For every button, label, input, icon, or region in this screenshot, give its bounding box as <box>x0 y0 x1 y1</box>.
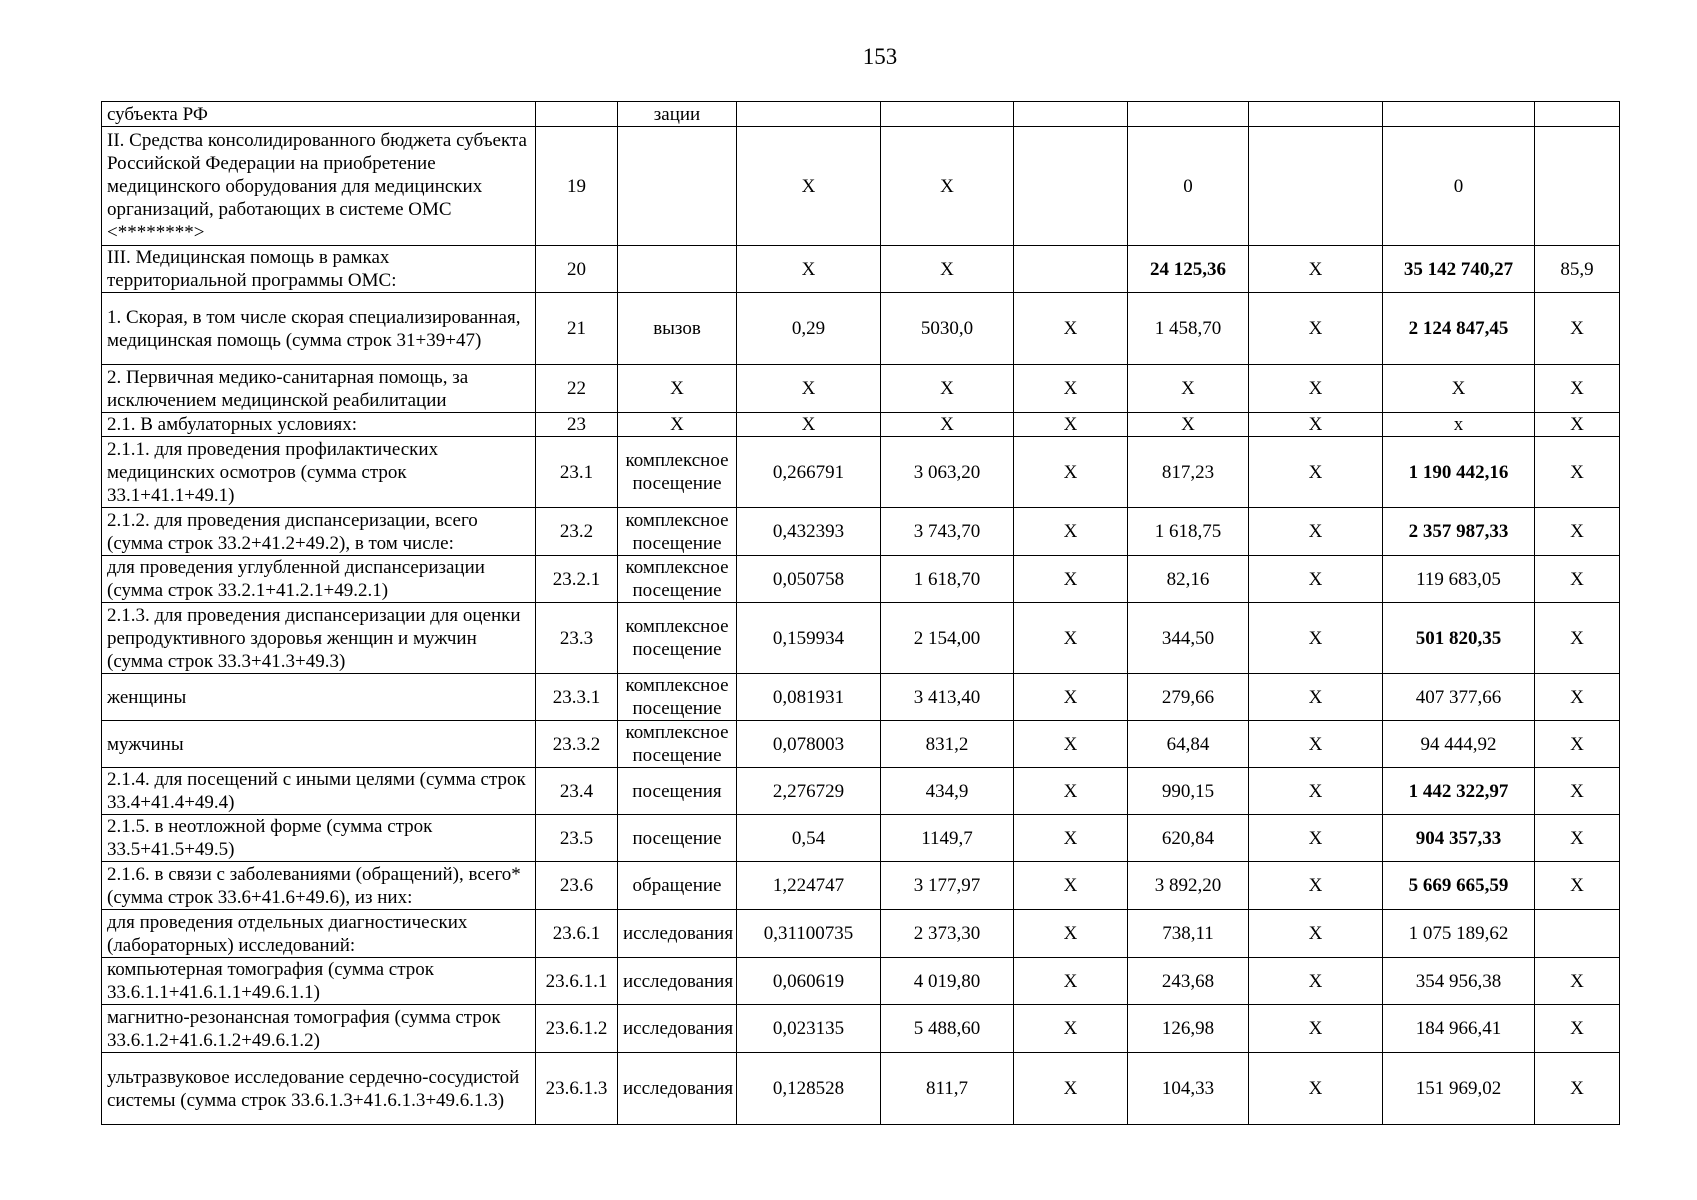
cell-unit: комплексное посещение <box>618 437 737 508</box>
cell-norm-volume: X <box>737 127 881 246</box>
cell-norm-volume: 0,432393 <box>737 508 881 556</box>
table-body <box>102 102 1620 1125</box>
cell-col-6: X <box>1014 910 1128 958</box>
cell-norm-cost: 434,9 <box>881 768 1014 815</box>
cell-norm-cost: 811,7 <box>881 1053 1014 1125</box>
cell-unit: комплексное посещение <box>618 556 737 603</box>
page-number: 153 <box>862 44 898 69</box>
table-row <box>102 910 1620 958</box>
cell-percent: 85,9 <box>1535 246 1620 293</box>
cell-name: женщины <box>102 674 536 721</box>
cell-percent: X <box>1535 437 1620 508</box>
cell-col-6: X <box>1014 768 1128 815</box>
cell-norm-cost: 2 154,00 <box>881 603 1014 674</box>
cell-norm-cost: X <box>881 246 1014 293</box>
cell-name: 2.1. В амбулаторных условиях: <box>102 413 536 437</box>
cell-per-capita: 82,16 <box>1128 556 1249 603</box>
cell-percent: X <box>1535 862 1620 910</box>
cell-col-8: X <box>1249 721 1383 768</box>
cell-col-8: X <box>1249 1005 1383 1053</box>
cell-unit <box>618 127 737 246</box>
cell-norm-volume: 0,060619 <box>737 958 881 1005</box>
table-row <box>102 958 1620 1005</box>
data-table <box>101 101 1620 1125</box>
cell-line-number: 23.6.1.1 <box>536 958 618 1005</box>
cell-col-8: X <box>1249 293 1383 365</box>
cell-line-number: 23.2.1 <box>536 556 618 603</box>
cell-total-cost: 2 357 987,33 <box>1383 508 1535 556</box>
cell-percent: X <box>1535 413 1620 437</box>
cell-norm-volume: 0,54 <box>737 815 881 862</box>
cell-percent: X <box>1535 815 1620 862</box>
cell-unit: комплексное посещение <box>618 674 737 721</box>
cell-unit: посещение <box>618 815 737 862</box>
cell-norm-volume: 0,266791 <box>737 437 881 508</box>
cell-unit: исследования <box>618 1005 737 1053</box>
cell-col-8: X <box>1249 674 1383 721</box>
cell-norm-cost: 3 063,20 <box>881 437 1014 508</box>
table-row <box>102 674 1620 721</box>
cell-col-8: X <box>1249 815 1383 862</box>
cell-name: 2.1.3. для проведения диспансеризации для оценки репродуктивного здоровья женщин и мужчин (сумма строк 33.3+41.3+49.3) <box>102 603 536 674</box>
cell-percent: X <box>1535 674 1620 721</box>
cell-line-number: 23.1 <box>536 437 618 508</box>
cell-total-cost: 354 956,38 <box>1383 958 1535 1005</box>
cell-col-8 <box>1249 102 1383 127</box>
cell-unit: посещения <box>618 768 737 815</box>
cell-name: компьютерная томография (сумма строк 33.6.1.1+41.6.1.1+49.6.1.1) <box>102 958 536 1005</box>
cell-unit: исследования <box>618 958 737 1005</box>
cell-per-capita <box>1128 102 1249 127</box>
cell-name: ультразвуковое исследование сердечно-сосудистой системы (сумма строк 33.6.1.3+41.6.1.3+49.6.1.3) <box>102 1053 536 1125</box>
cell-percent: X <box>1535 768 1620 815</box>
cell-col-8: X <box>1249 437 1383 508</box>
cell-percent: X <box>1535 365 1620 413</box>
cell-unit: X <box>618 365 737 413</box>
cell-total-cost: 0 <box>1383 127 1535 246</box>
cell-total-cost: 35 142 740,27 <box>1383 246 1535 293</box>
cell-name: магнитно-резонансная томография (сумма строк 33.6.1.2+41.6.1.2+49.6.1.2) <box>102 1005 536 1053</box>
cell-total-cost: x <box>1383 413 1535 437</box>
cell-norm-volume: 0,023135 <box>737 1005 881 1053</box>
cell-per-capita: 3 892,20 <box>1128 862 1249 910</box>
cell-name: 2.1.4. для посещений с иными целями (сумма строк 33.4+41.4+49.4) <box>102 768 536 815</box>
cell-col-6: X <box>1014 1005 1128 1053</box>
cell-norm-cost: 5 488,60 <box>881 1005 1014 1053</box>
cell-name: 2.1.2. для проведения диспансеризации, всего (сумма строк 33.2+41.2+49.2), в том числе: <box>102 508 536 556</box>
cell-col-8: X <box>1249 365 1383 413</box>
cell-line-number: 23.3 <box>536 603 618 674</box>
cell-total-cost <box>1383 102 1535 127</box>
cell-percent: X <box>1535 721 1620 768</box>
cell-col-6: X <box>1014 293 1128 365</box>
cell-name: для проведения отдельных диагностических (лабораторных) исследований: <box>102 910 536 958</box>
table-row <box>102 556 1620 603</box>
cell-per-capita: 24 125,36 <box>1128 246 1249 293</box>
cell-col-8: X <box>1249 768 1383 815</box>
table-row <box>102 437 1620 508</box>
cell-col-8: X <box>1249 862 1383 910</box>
table-row <box>102 603 1620 674</box>
cell-percent: X <box>1535 1005 1620 1053</box>
table-row <box>102 768 1620 815</box>
cell-col-6: X <box>1014 721 1128 768</box>
cell-percent: X <box>1535 958 1620 1005</box>
cell-line-number: 21 <box>536 293 618 365</box>
table-row <box>102 127 1620 246</box>
cell-name: мужчины <box>102 721 536 768</box>
cell-total-cost: 151 969,02 <box>1383 1053 1535 1125</box>
cell-col-8: X <box>1249 958 1383 1005</box>
cell-per-capita: 279,66 <box>1128 674 1249 721</box>
cell-norm-volume: 2,276729 <box>737 768 881 815</box>
cell-unit: комплексное посещение <box>618 721 737 768</box>
cell-norm-volume: X <box>737 246 881 293</box>
table-row <box>102 246 1620 293</box>
cell-norm-volume: X <box>737 413 881 437</box>
cell-total-cost: 94 444,92 <box>1383 721 1535 768</box>
cell-col-8: X <box>1249 413 1383 437</box>
cell-total-cost: 119 683,05 <box>1383 556 1535 603</box>
cell-norm-volume: 0,128528 <box>737 1053 881 1125</box>
cell-total-cost: 1 075 189,62 <box>1383 910 1535 958</box>
cell-total-cost: 2 124 847,45 <box>1383 293 1535 365</box>
cell-norm-volume: 0,078003 <box>737 721 881 768</box>
cell-name: 2. Первичная медико-санитарная помощь, за исключением медицинской реабилитации <box>102 365 536 413</box>
cell-norm-cost: 4 019,80 <box>881 958 1014 1005</box>
cell-line-number: 23.4 <box>536 768 618 815</box>
cell-col-6: X <box>1014 603 1128 674</box>
cell-line-number: 23 <box>536 413 618 437</box>
cell-total-cost: 1 442 322,97 <box>1383 768 1535 815</box>
cell-name: для проведения углубленной диспансеризации (сумма строк 33.2.1+41.2.1+49.2.1) <box>102 556 536 603</box>
cell-col-8: X <box>1249 556 1383 603</box>
cell-norm-volume: 0,31100735 <box>737 910 881 958</box>
cell-col-6: X <box>1014 413 1128 437</box>
cell-col-6: X <box>1014 437 1128 508</box>
cell-norm-volume: 0,29 <box>737 293 881 365</box>
cell-line-number: 23.6.1 <box>536 910 618 958</box>
cell-norm-cost: 3 413,40 <box>881 674 1014 721</box>
cell-norm-cost: X <box>881 127 1014 246</box>
cell-total-cost: 407 377,66 <box>1383 674 1535 721</box>
cell-unit: вызов <box>618 293 737 365</box>
cell-percent <box>1535 127 1620 246</box>
cell-per-capita: 104,33 <box>1128 1053 1249 1125</box>
cell-unit: комплексное посещение <box>618 603 737 674</box>
cell-per-capita: X <box>1128 413 1249 437</box>
cell-per-capita: 817,23 <box>1128 437 1249 508</box>
cell-col-8: X <box>1249 508 1383 556</box>
cell-norm-cost: 2 373,30 <box>881 910 1014 958</box>
cell-line-number: 23.6.1.3 <box>536 1053 618 1125</box>
table-row <box>102 721 1620 768</box>
cell-per-capita: 243,68 <box>1128 958 1249 1005</box>
table-row <box>102 815 1620 862</box>
cell-norm-volume: 0,050758 <box>737 556 881 603</box>
cell-per-capita: 620,84 <box>1128 815 1249 862</box>
cell-per-capita: X <box>1128 365 1249 413</box>
cell-line-number: 23.6 <box>536 862 618 910</box>
cell-total-cost: 1 190 442,16 <box>1383 437 1535 508</box>
cell-name: 2.1.5. в неотложной форме (сумма строк 33.5+41.5+49.5) <box>102 815 536 862</box>
cell-name: 2.1.1. для проведения профилактических медицинских осмотров (сумма строк 33.1+41.1+49.1) <box>102 437 536 508</box>
cell-per-capita: 1 458,70 <box>1128 293 1249 365</box>
cell-total-cost: X <box>1383 365 1535 413</box>
cell-col-6 <box>1014 246 1128 293</box>
table-row <box>102 365 1620 413</box>
cell-line-number <box>536 102 618 127</box>
cell-unit: исследования <box>618 910 737 958</box>
cell-per-capita: 64,84 <box>1128 721 1249 768</box>
cell-norm-volume: 0,159934 <box>737 603 881 674</box>
cell-line-number: 23.5 <box>536 815 618 862</box>
table-row <box>102 862 1620 910</box>
cell-norm-cost: 3 177,97 <box>881 862 1014 910</box>
cell-unit: комплексное посещение <box>618 508 737 556</box>
table-row <box>102 413 1620 437</box>
cell-col-6: X <box>1014 508 1128 556</box>
cell-name: II. Средства консолидированного бюджета субъекта Российской Федерации на приобретение медицинского оборудования для медицинских организаций, работающих в системе ОМС <********> <box>102 127 536 246</box>
cell-total-cost: 904 357,33 <box>1383 815 1535 862</box>
cell-col-6: X <box>1014 365 1128 413</box>
cell-unit: обращение <box>618 862 737 910</box>
cell-line-number: 20 <box>536 246 618 293</box>
cell-col-8: X <box>1249 1053 1383 1125</box>
cell-percent <box>1535 910 1620 958</box>
cell-col-6 <box>1014 102 1128 127</box>
cell-norm-volume <box>737 102 881 127</box>
cell-norm-cost: X <box>881 365 1014 413</box>
cell-line-number: 23.2 <box>536 508 618 556</box>
cell-col-8: X <box>1249 910 1383 958</box>
cell-norm-volume: X <box>737 365 881 413</box>
cell-percent: X <box>1535 1053 1620 1125</box>
cell-norm-volume: 0,081931 <box>737 674 881 721</box>
cell-per-capita: 0 <box>1128 127 1249 246</box>
table-row <box>102 293 1620 365</box>
cell-col-6: X <box>1014 815 1128 862</box>
cell-percent: X <box>1535 508 1620 556</box>
cell-col-8 <box>1249 127 1383 246</box>
cell-col-6: X <box>1014 674 1128 721</box>
cell-total-cost: 501 820,35 <box>1383 603 1535 674</box>
cell-line-number: 23.3.1 <box>536 674 618 721</box>
cell-norm-cost: 1149,7 <box>881 815 1014 862</box>
cell-name: III. Медицинская помощь в рамках территориальной программы ОМС: <box>102 246 536 293</box>
cell-unit: зации <box>618 102 737 127</box>
cell-per-capita: 738,11 <box>1128 910 1249 958</box>
cell-norm-cost: 1 618,70 <box>881 556 1014 603</box>
table-row <box>102 508 1620 556</box>
cell-norm-cost: X <box>881 413 1014 437</box>
cell-total-cost: 5 669 665,59 <box>1383 862 1535 910</box>
cell-line-number: 22 <box>536 365 618 413</box>
cell-percent: X <box>1535 603 1620 674</box>
cell-per-capita: 344,50 <box>1128 603 1249 674</box>
cell-per-capita: 1 618,75 <box>1128 508 1249 556</box>
cell-total-cost: 184 966,41 <box>1383 1005 1535 1053</box>
cell-col-6: X <box>1014 556 1128 603</box>
cell-percent: X <box>1535 556 1620 603</box>
cell-unit <box>618 246 737 293</box>
cell-line-number: 19 <box>536 127 618 246</box>
cell-percent: X <box>1535 293 1620 365</box>
cell-norm-cost: 5030,0 <box>881 293 1014 365</box>
cell-name: 1. Скорая, в том числе скорая специализированная, медицинская помощь (сумма строк 31+39+47) <box>102 293 536 365</box>
cell-norm-volume: 1,224747 <box>737 862 881 910</box>
cell-line-number: 23.3.2 <box>536 721 618 768</box>
cell-unit: X <box>618 413 737 437</box>
cell-col-6: X <box>1014 1053 1128 1125</box>
cell-name: 2.1.6. в связи с заболеваниями (обращений), всего* (сумма строк 33.6+41.6+49.6), из них: <box>102 862 536 910</box>
table-row <box>102 102 1620 127</box>
cell-per-capita: 990,15 <box>1128 768 1249 815</box>
table-row <box>102 1053 1620 1125</box>
cell-norm-cost: 3 743,70 <box>881 508 1014 556</box>
cell-norm-cost <box>881 102 1014 127</box>
cell-col-8: X <box>1249 603 1383 674</box>
cell-line-number: 23.6.1.2 <box>536 1005 618 1053</box>
cell-col-6: X <box>1014 862 1128 910</box>
cell-percent <box>1535 102 1620 127</box>
cell-unit: исследования <box>618 1053 737 1125</box>
cell-name: субъекта РФ <box>102 102 536 127</box>
cell-col-6: X <box>1014 958 1128 1005</box>
cell-col-6 <box>1014 127 1128 246</box>
table-row <box>102 1005 1620 1053</box>
cell-norm-cost: 831,2 <box>881 721 1014 768</box>
cell-col-8: X <box>1249 246 1383 293</box>
cell-per-capita: 126,98 <box>1128 1005 1249 1053</box>
